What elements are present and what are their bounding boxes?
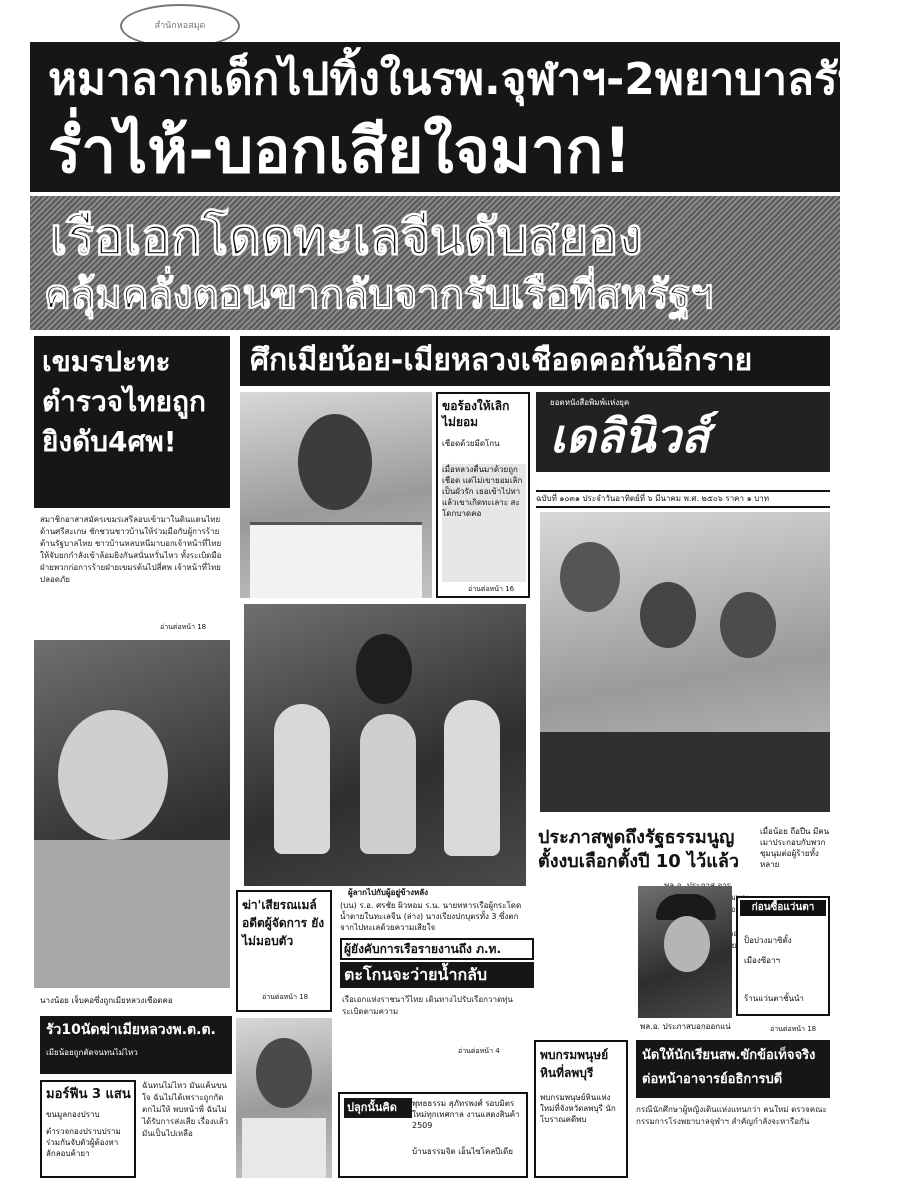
- bottom-ad: [338, 1092, 528, 1178]
- navy-report-body: เรือเอกแห่งราชนาวีไทย เดินทางไปรับเรือกวาดทุ่นระเบิดตามความ: [342, 995, 513, 1016]
- family-photo-caption-body: (บน) ร.อ. ศรชัย ผิวหอม ร.น. นายทหารเรือผู้กระโดดน้ำตายในทะเลจีน (ล่าง) นางเรียงปกบุตรทั้ง 3 ซึ่งตกจากไปทะเลด้วยความเสียใจ: [340, 901, 522, 932]
- khmer-clash-body: สมาชิกอาสาสมัครเขมรเสรีลอบเข้ามาในดินแดนไทยด้านศรีสะเกษ ชักชวนชาวบ้านให้ร่วมมือกับผู้การร้ายต้านรัฐบาลไทย ชาวบ้านหลบหนีมาบอกเจ้าหน้าที่ไทยให้จับยกกำลังเข้าล้อมยิงกันสนั่นหวั่นไหว ทั้งระเบิดมือ ฝ่ายพวกก่อการร้ายฝ่ายเขมรต้นไปสี่ศพ เจ้าหน้าที่ไทยปลอดภัย: [40, 515, 222, 584]
- student-inquiry-body: กรณีนักศึกษาผู้หญิงเดินแห่งแทนกว่า คนใหม่ ตรวจคณะกรรมการโรงพยาบาลจุฬาฯ สำคัญกำลังจะหารือกัน: [636, 1105, 827, 1126]
- bottom-ad-title: ปลุกนั้นคิด: [344, 1098, 412, 1118]
- request-box: [436, 392, 530, 598]
- glasses-ad-item-1: ป็อปวงมาซิตั้ง: [744, 936, 792, 945]
- navy-report-headline-1: ผู้ยังคับการเรือรายงานถึง ภ.ท.: [340, 938, 534, 960]
- general-face: [664, 916, 710, 972]
- nurse-desk: [540, 732, 830, 812]
- navy-suicide-banner: [30, 196, 840, 330]
- child-figure-3: [444, 700, 500, 856]
- masthead-kicker: ยอดหนังสือพิมพ์แห่งยุค: [550, 398, 630, 407]
- khmer-clash-jump: อ่านต่อหน้า 18: [160, 623, 207, 631]
- injured-woman-photo: [34, 640, 230, 988]
- manager-murder-headline: ฆ่า'เสียรณเมล์ อดีตผู้จัดการ ยังไม่มอบตัว: [242, 898, 325, 948]
- prapas-caption: พล.อ. ประภาสบอกออกแน่: [640, 1022, 731, 1031]
- subheadline-navy-officer: คลุ้มคลั่งตอนขากลับจากรับเรือที่สหรัฐฯ: [44, 272, 714, 318]
- right-note-body: เมื่อน้อย ถือปืน มีคนเมาประกอบกับพวกชุมนุมต่อผู้ร้ายทั้งหลาย: [760, 827, 830, 869]
- headline-navy-officer: เรือเอกโดดทะเลจีนดับสยอง: [50, 208, 643, 266]
- stone-people-headline: พบกรมพนุษย์หินที่ลพบุรี: [540, 1048, 609, 1080]
- injured-woman-caption: นางน้อย เจ็บคอซึ่งถูกเมียหลวงเชือดคอ: [40, 996, 173, 1005]
- wife-feud-strip: [240, 336, 830, 386]
- nurse-figure-3: [720, 592, 776, 658]
- woman-face: [58, 710, 168, 840]
- bottom-ad-line2: บ้านธรรมจิต เอ็นไซโคลปีเดีย: [412, 1147, 513, 1156]
- navy-report-headline-2: ตะโกนจะว่ายน้ำกลับ: [340, 962, 534, 988]
- navy-report-box: [338, 936, 528, 1060]
- masthead: [536, 392, 830, 472]
- masthead-issue-line: ฉบับที่ ๑๐๓๑ ประจำวันอาทิตย์ที่ ๖ มีนาคม พ.ศ. ๒๕๐๖ ราคา ๑ บาท: [536, 490, 830, 508]
- morphine-headline: มอร์ฟีน 3 แสน: [46, 1087, 131, 1102]
- stone-people-body: พบกรมพนุษย์หินแห่งใหม่ที่จังหวัดลพบุรี นักโบราณคดีพบ: [540, 1093, 616, 1124]
- husband-shooting-headline: รัว10นัดฆ่าเมียหลวงพ.ต.ต.: [46, 1022, 216, 1038]
- husband-shooting-box: [40, 1016, 232, 1074]
- headline-khmer-clash: เขมรปะทะตำรวจไทยถูกยิงดับ4ศพ!: [42, 345, 206, 458]
- child-figure-1: [274, 704, 330, 854]
- manager-murder-jump: อ่านต่อหน้า 18: [262, 993, 309, 1001]
- bottom-ad-body: พุทธธรรม สุภัทรพงศ์ รอบมิตรใหม่ทุกเทศกาล งานแสดงสินค้า 2509: [412, 1099, 520, 1130]
- child-figure-2: [360, 714, 416, 854]
- morphine-box: [40, 1080, 136, 1178]
- man-face: [256, 1038, 312, 1108]
- morphine-body: ตำรวจกองปราบปรามร่วมกันจับตัวผู้ต้องหาลักลอบค้ายา: [46, 1127, 121, 1158]
- student-inquiry-headline: นัดให้นักเรียนสพ.ขักข้อเท็จจริงต่อหน้าอาจารย์อธิการบดี: [642, 1048, 816, 1087]
- husband-shooting-sub: เมียน้อยถูกตัดจนทนไม่ไหว: [46, 1048, 138, 1057]
- request-sub: เชือดด้วยมีดโกน: [442, 439, 500, 448]
- student-inquiry-box: [636, 1040, 830, 1098]
- constitution-headline-1: ประภาสพูดถึงรัฐธรรมนูญ: [538, 827, 735, 848]
- nurse-figure-2: [640, 582, 696, 648]
- khmer-clash-box: [34, 336, 230, 508]
- prapas-portrait: [638, 886, 732, 1018]
- nurses-photo: [540, 512, 830, 812]
- man-shirt: [242, 1118, 326, 1178]
- family-photo: [244, 604, 526, 886]
- glasses-ad-item-2: เมืองซีอาฯ: [744, 956, 780, 965]
- mother-figure: [356, 634, 412, 704]
- masthead-title: เดลินิวส์: [550, 409, 710, 463]
- headline-wife-feud: ศึกเมียน้อย-เมียหลวงเชือดคอกันอีกราย: [250, 343, 753, 378]
- constitution-headline-2: ตั้งงบเลือกตั้งปี 10 ไว้แล้ว: [538, 851, 739, 872]
- officer-uniform: [250, 522, 422, 598]
- request-body: เมื่อหลวงตื่นมาด้วยถูกเชือด แต่ไม่เขายอมเลิกเป็นผัวรัก เธอเข้าไปหาแล้วเขาเกิดทะเลาะ สะโดกบาดคอ: [442, 464, 526, 582]
- headline-crying-nurses: ร่ำไห้-บอกเสียใจมาก!: [48, 114, 632, 187]
- glasses-ad-foot: ร้านแว่นตาชั้นนำ: [744, 994, 804, 1003]
- navy-report-jump: อ่านต่อหน้า 4: [458, 1047, 500, 1055]
- request-title: ขอร้องให้เลิก ไม่ยอม: [442, 399, 510, 429]
- glasses-ad: [736, 896, 830, 1016]
- glasses-ad-title: ก่อนซื้อแว่นตา: [740, 900, 826, 916]
- headline-dog-hospital: หมาลากเด็กไปทิ้งในรพ.จุฬาฯ-2พยาบาลรับผิด: [48, 54, 920, 105]
- woman-shoulder: [34, 840, 230, 988]
- stone-people-box: [534, 1040, 628, 1178]
- nurse-figure-1: [560, 542, 620, 612]
- quote-box: ฉันทนไม่ไหว มันแค้นขนใจ ฉันไม่ได้เพราะถูกกัดตกไม่ให้ พบหน้าพี่ ฉันไม่ได้รับการส่งเสีย เรื่องแล้ว มันเป็นไปเหลือ: [142, 1081, 229, 1138]
- right-note-jump: อ่านต่อหน้า 18: [770, 1025, 817, 1033]
- request-jump: อ่านต่อหน้า 16: [468, 585, 515, 593]
- library-stamp: สำนักหอสมุด: [120, 4, 240, 48]
- officer-face: [298, 414, 372, 510]
- man-portrait: [236, 1018, 332, 1178]
- manager-murder-box: [236, 890, 332, 1012]
- family-photo-caption-title: ผู้ลากไปกับผู้อยู่ข้างหลัง: [348, 888, 429, 897]
- morphine-sub: ขนมูลกองปราบ: [46, 1110, 100, 1119]
- navy-officer-photo: [240, 392, 432, 598]
- top-headline-block: [30, 42, 920, 192]
